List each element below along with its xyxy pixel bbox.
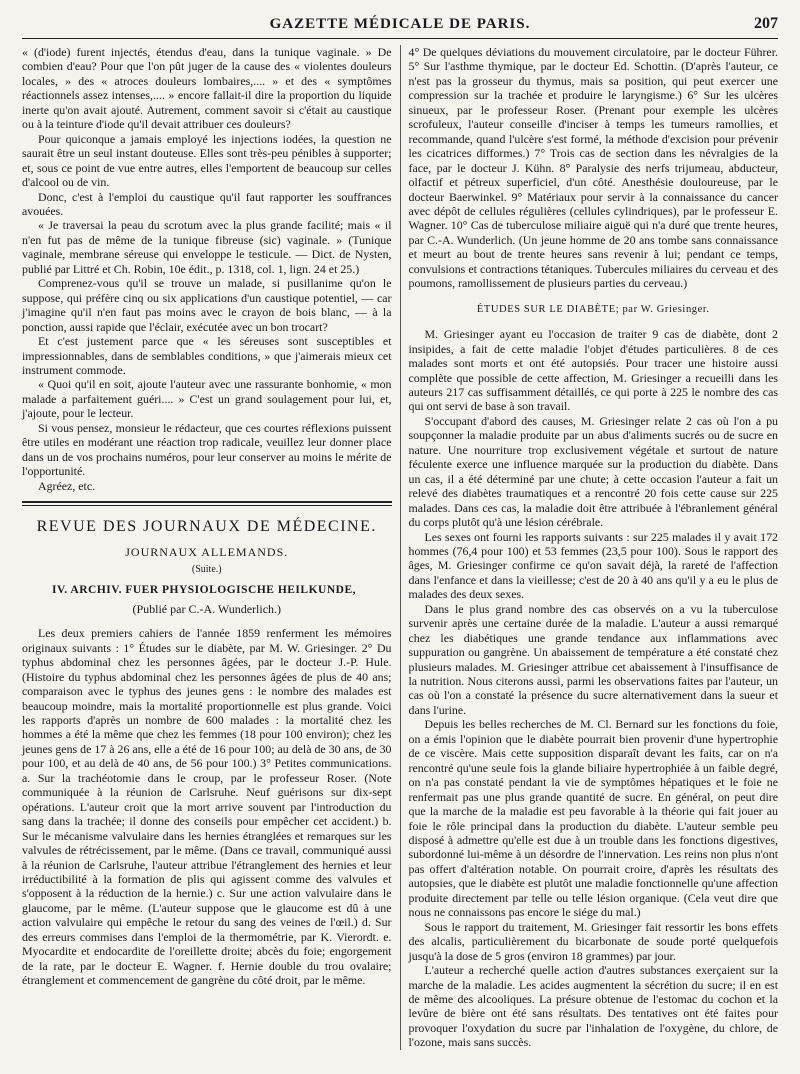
paragraph: « Je traversai la peau du scrotum avec la plus grande facilité; mais « il n'en fut pas de même de la tunique fibreuse (sic) vaginale. » (Tunique vaginale, membrane séreuse qui enveloppe le testicule. — Dict. de Nysten, publié par Littré et Ch. Robin, 10e édit., p. 1318, col. 1, lign. 24 et 25.) — [22, 218, 392, 276]
columns — [22, 45, 778, 1050]
paragraph: Si vous pensez, monsieur le rédacteur, que ces courtes réflexions puissent être utiles en modérant une réaction trop radicale, veuillez leur donner place dans un de vos prochains numéros, pour leur conserver au moins le mérite de l'opportunité. — [22, 420, 392, 479]
left-column — [22, 45, 401, 1050]
paragraph: Depuis les belles recherches de M. Cl. Bernard sur les fonctions du foie, on a émis l'opinion que le diabète pourrait bien provenir d'une hypertrophie de ce viscère. Mais cette supposition disparaît devant les faits, car on n'a rencontré qu'une seule fois la glande biliaire hypertrophiée à un faible degré, on n'a pas constaté pendant la vie de symptômes hépatiques et le foie ne renfermait pas une plus grande quantité de sucre. En général, on peut dire que la marche de la maladie est peu favorable à la théorie qui fait jouer au foie le rôle principal dans la production du diabète. L'auteur semble peu disposé à admettre qu'elle est due à un trouble dans les fonctions digestives, subordonné lui-même à un désordre de l'innervation. Les reins non plus n'ont pas offert d'altération notable. On pourrait croire, d'après les résultats des autopsies, que le diabète est plutôt une maladie fonctionnelle qu'une affection produite directement par telle ou telle lésion organique. (Cela veut dire que nous ne connaissons pas encore le siége du mal.) — [408, 717, 778, 920]
paragraph: L'auteur a recherché quelle action d'autres substances exerçaient sur la marche de la maladie. Les acides augmentent la sécrétion du sucre; il en est de même des alcooliques. La présure obtenue de l'estomac du cochon et la levûre de bière ont été sans résultats. Des tentatives ont été faites pour provoquer l'oxydation du sucre par l'inhalation de l'oxygène, du chlore, de l'ozone, mais sans succès. — [408, 963, 778, 1050]
paragraph: 4° De quelques déviations du mouvement circulatoire, par le docteur Führer. 5° Sur l'asthme thymique, par le docteur Ed. Schottin. (D'après l'auteur, ce n'est pas la grosseur du thymus, mais sa position, qui peut exercer une compression sur la trachée et produire le laryngisme.) 6° Sur les ulcères sinueux, par le professeur Roser. (Prenant pour exemple les ulcères scrofuleux, l'auteur conseille d'inciser à temps les tumeurs ramollies, et recommande, quand l'ulcère s'est formé, la méthode d'excision pour prévenir les cicatrices difformes.) 7° Trois cas de section dans les névralgies de la face, par le docteur J. Kühn. 8° Paralysie des nerfs trijumeau, abducteur, olfactif et pétreux superficiel, d'un côté. Anesthésie douloureuse, par le docteur Baerwinkel. 9° Matériaux pour servir à la connaissance du cancer avec dépôt de cellules régulières (cellules cylindriques), par le professeur E. Wagner. 10° Cas de tuberculose miliaire aiguë qui n'a duré que trente heures, par C.-A. Wunderlich. (Un jeune homme de 20 ans tombe sans connaissance et meurt au bout de trente heures sans revenir à lui; pendant ce temps, convulsions et contractions tétaniques. Tubercules miliaires du cerveau et des poumons, ramollissement de plusieurs parties du cerveau.) — [408, 45, 778, 291]
paragraph: Les sexes ont fourni les rapports suivants : sur 225 malades il y avait 172 hommes (76,4 pour 100) et 53 femmes (23,5 pour 100). Sous le rapport des âges, M. Griesinger confirme ce qu'on savait déjà, la rareté de l'affection dans l'enfance et dans la vieillesse; c'est de 20 à 40 ans qu'il y a eu le plus de malades des deux sexes. — [408, 529, 778, 602]
subsection-title: JOURNAUX ALLEMANDS. — [125, 544, 289, 559]
paragraph: Les deux premiers cahiers de l'année 1859 renferment les mémoires originaux suivants : 1° Études sur le diabète, par M. W. Griesinger. 2° Du typhus abdominal chez les personnes âgées, par le docteur J.-P. Hule. (Histoire du typhus abdominal chez les personnes âgées de plus de 40 ans; comparaison avec le typhus des jeunes gens : le nombre des malades est beaucoup moindre, mais la mortalité proportionnelle est plus grande. Voici les rapports d'après un nombre de 600 malades : la mortalité chez les hommes a été la même que chez les femmes (18 pour 100 environ); chez les jeunes gens de 17 à 26 ans, elle a été de 16 pour 100; au delà de 30 ans, de 30 pour 100, et au delà de 40 ans, de 56 pour 100.) 3° Petites communications. a. Sur la trachéotomie dans le croup, par le professeur Roser. (Note communiquée à la réunion de Carlsruhe. Neuf guérisons sur dix-sept opérations. L'auteur croit que la mort arrive souvent par l'introduction du sang dans la trachée; il donne des conseils pour empêcher cet accident.) b. Sur le mécanisme valvulaire dans les hernies étranglées et remarques sur les valvules de rétrécissement, par le même. (Dans ce travail, communiqué aussi à la réunion de Carlsruhe, l'auteur attribue l'étranglement des hernies et leur irréductibilité à la formation de plis qui agissent comme des valvules et s'opposent à la réduction de la hernie.) c. Sur une action valvulaire dans le glaucome, par le même. (L'auteur suppose que le glaucome est dû à une action valvulaire qui empêche le retour du sang des veines de l'œil.) d. Sur des erreurs commises dans l'emploi de la thermométrie, par K. Vierordt. e. Myocardite et endocardite de l'oreillette droite; abcès du foie; engorgement de la rate, par le docteur E. Wagner. f. Hernie double du trou ovalaire; étranglement et commencement de gangrène du côté droit, par le même. — [22, 626, 392, 988]
right-column — [401, 45, 779, 1050]
suite-label: (Suite.) — [191, 563, 222, 575]
section-divider-thin — [22, 505, 392, 506]
signature: Agréez, etc. — [38, 478, 96, 493]
publie-line: (Publié par C.-A. Wunderlich.) — [132, 601, 282, 616]
paragraph: « Quoi qu'il en soit, ajoute l'auteur avec une rassurante bonhomie, « mon malade a parfaitement guéri.... » C'est un grand soulagement pour lui, et, j'ajoute, pour le lecteur. — [22, 377, 392, 421]
paragraph: S'occupant d'abord des causes, M. Griesinger relate 2 cas où l'on a pu soupçonner la maladie produite par un abus d'aliments sucrés ou de sucre en nature. Une nourriture trop exclusivement végétale et surtout de nature féculente exerce une influence marquée sur la production du diabète. Dans un cas, il a été déterminé par une chute; à cette occasion l'auteur a fait un relevé des diabètes traumatiques et a rencontré 20 fois cette cause sur 225 malades. Dans ces cas, la maladie doit être attribuée à l'ébranlement général du corps plutôt qu'à une lésion cérébrale. — [408, 413, 778, 530]
journal-title: GAZETTE MÉDICALE DE PARIS. — [269, 16, 531, 32]
section-title: REVUE DES JOURNAUX DE MÉDECINE. — [36, 518, 377, 536]
paragraph: « (d'iode) furent injectés, étendus d'eau, dans la tunique vaginale. » De combien d'eau? Pour que l'on pût juger de la cause des « violentes douleurs locales, » des « atroces douleurs lombaires,.... » et des « symptômes réactionnels assez intenses,.... » encore fallait-il dire la proportion du liquide inerte qu'on avait ajouté. Autrement, comment savoir si c'était au caustique ou à la teinture d'iode qu'il devait attribuer ces douleurs? — [22, 45, 392, 132]
running-header — [22, 14, 778, 39]
paragraph: Dans le plus grand nombre des cas observés on a vu la tuberculose survenir après une certaine durée de la maladie. L'auteur a aussi remarqué chez les diabétiques une grande tendance aux inflammations avec suppuration ou gangrène. Un abaissement de température a été constaté chez plusieurs malades. M. Griesinger attribue cet abaissement à l'insuffisance de la nutrition. Nous citerons aussi, parmi les observations faites par l'auteur, un cas où l'on a constaté la présence du sucre alternativement dans la sueur et dans l'urine. — [408, 601, 778, 717]
article-heading: ÉTUDES SUR LE DIABÈTE; par W. Griesinger. — [476, 303, 710, 315]
paragraph: Pour quiconque a jamais employé les injections iodées, la question ne saurait être un seul instant douteuse. Elles sont très-peu pénibles à supporter; et, sous ce point de vue entre autres, elles l'emportent de beaucoup sur celles d'alcool ou de vin. — [22, 131, 392, 190]
section-divider — [22, 501, 392, 503]
paragraph: Sous le rapport du traitement, M. Griesinger fait ressortir les bons effets des alcalis, particulièrement du bicarbonate de soude porté quelquefois jusqu'à la dose de 5 gros (environ 18 grammes) par jour. — [408, 919, 778, 963]
paragraph: Donc, c'est à l'emploi du caustique qu'il faut rapporter les souffrances avouées. — [22, 189, 392, 218]
archiv-heading: IV. ARCHIV. FUER PHYSIOLOGISCHE HEILKUNDE, — [52, 584, 356, 597]
page-number: 207 — [754, 15, 778, 32]
paragraph: Comprenez-vous qu'il se trouve un malade, si pusillanime qu'on le suppose, qui préfère cinq ou six applications d'un caustique potentiel, — car j'imagine qu'il n'en faut pas moins avec le crayon de bois blanc, — à la ponction, aussi rapide que l'éclair, exécutée avec un bon trocart? — [22, 276, 392, 334]
paragraph: Et c'est justement parce que « les séreuses sont susceptibles et impressionnables, dans de semblables conditions, » que j'aimerais mieux cet instrument commode. — [22, 334, 392, 377]
paragraph: M. Griesinger ayant eu l'occasion de traiter 9 cas de diabète, dont 2 insipides, a fait de cette maladie l'objet d'études particulières. 8 de ces malades sont morts et ont été autopsiés. Pour tracer une histoire aussi complète que possible de cette affection, M. Griesinger a recueilli dans les auteurs 217 cas suffisamment détaillés, ce qui porte à 225 le nombre des cas qui ont servi de base à son travail. — [408, 327, 778, 414]
